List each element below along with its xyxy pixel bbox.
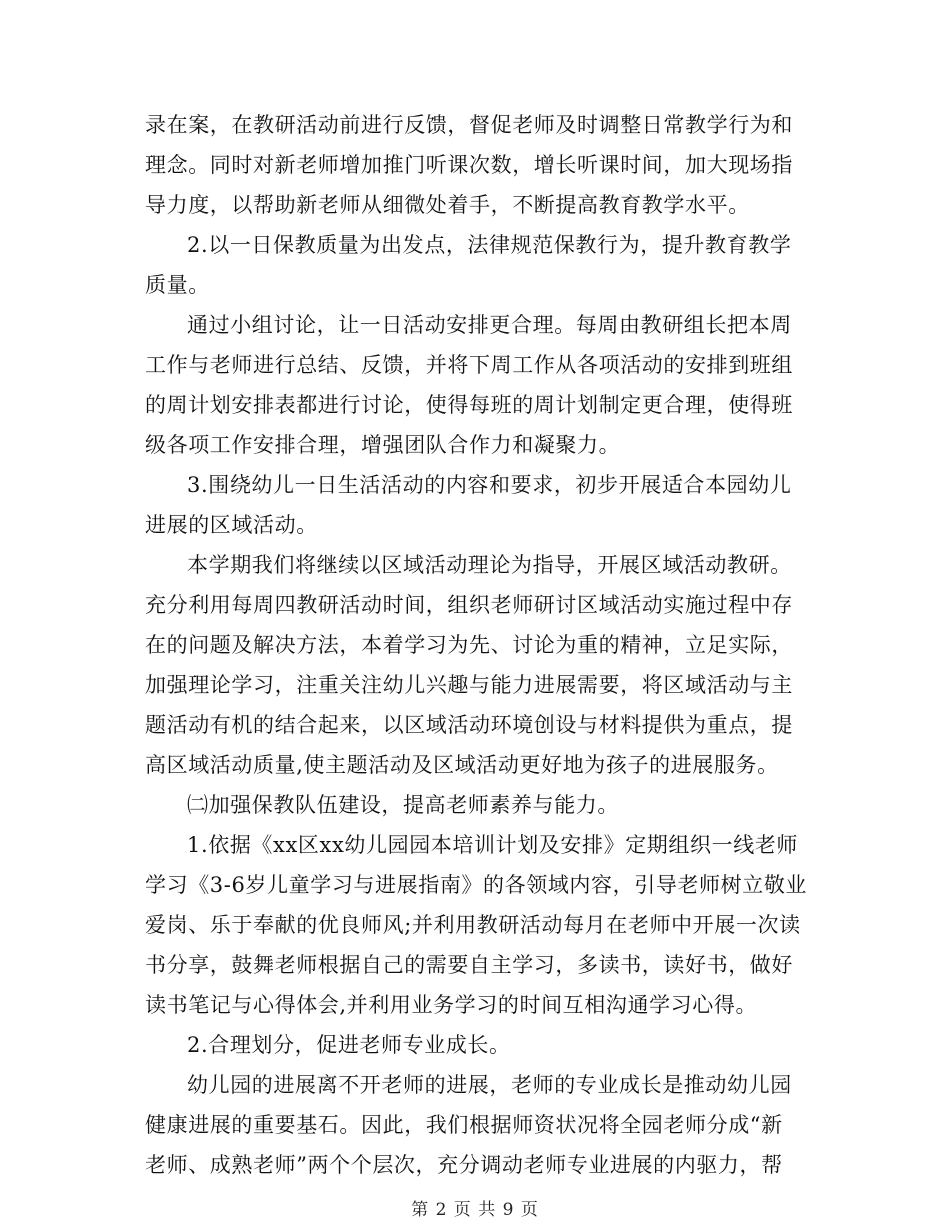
text-line: 2.合理划分，促进老师专业成长。 — [187, 1033, 511, 1057]
section-heading: ㈡加强保教队伍建设，提高老师素养与能力。 — [187, 793, 619, 817]
text-line: 2.以一日保教质量为出发点，法律规范保教行为，提升教育教学 — [187, 233, 792, 257]
text-line: 健康进展的重要基石。因此，我们根据师资状况将全园老师分成“新 — [145, 1113, 783, 1137]
text-line: 质量。 — [145, 273, 210, 297]
text-line: 读书笔记与心得体会,并利用业务学习的时间互相沟通学习心得。 — [145, 993, 758, 1017]
text-line: 3.围绕幼儿一日生活活动的内容和要求，初步开展适合本园幼儿 — [187, 473, 792, 497]
text-line: 爱岗、乐于奉献的优良师风;并利用教研活动每月在老师中开展一次读 — [145, 913, 801, 937]
text-line: 级各项工作安排合理，增强团队合作力和凝聚力。 — [145, 433, 621, 457]
text-line: 导力度，以帮助新老师从细微处着手，不断提高教育教学水平。 — [145, 193, 750, 217]
text-line: 进展的区域活动。 — [145, 513, 318, 537]
text-line: 在的问题及解决方法，本着学习为先、讨论为重的精神，立足实际， — [145, 633, 793, 657]
text-line: 1.依据《xx区xx幼儿园园本培训计划及安排》定期组织一线老师 — [187, 833, 799, 857]
page-number-footer: 第 2 页 共 9 页 — [411, 1200, 539, 1220]
text-line: 幼儿园的进展离不开老师的进展，老师的专业成长是推动幼儿园 — [187, 1073, 792, 1097]
text-line: 理念。同时对新老师增加推门听课次数，增长听课时间，加大现场指 — [145, 153, 793, 177]
text-line: 的周计划安排表都进行讨论，使得每班的周计划制定更合理，使得班 — [145, 393, 793, 417]
text-line: 录在案，在教研活动前进行反馈，督促老师及时调整日常教学行为和 — [145, 113, 793, 137]
text-line: 高区域活动质量,使主题活动及区域活动更好地为孩子的进展服务。 — [145, 753, 779, 777]
text-line: 本学期我们将继续以区域活动理论为指导，开展区域活动教研。 — [187, 553, 792, 577]
text-line: 老师、成熟老师”两个个层次，充分调动老师专业进展的内驱力，帮 — [145, 1153, 783, 1177]
text-line: 充分利用每周四教研活动时间，组织老师研讨区域活动实施过程中存 — [145, 593, 793, 617]
text-line: 工作与老师进行总结、反馈，并将下周工作从各项活动的安排到班组 — [145, 353, 793, 377]
text-line: 加强理论学习，注重关注幼儿兴趣与能力进展需要，将区域活动与主 — [145, 673, 793, 697]
text-line: 通过小组讨论，让一日活动安排更合理。每周由教研组长把本周 — [187, 313, 792, 337]
text-line: 学习《3-6岁儿童学习与进展指南》的各领域内容，引导老师树立敬业 — [145, 873, 808, 897]
text-line: 书分享，鼓舞老师根据自己的需要自主学习，多读书，读好书，做好 — [145, 953, 793, 977]
text-line: 题活动有机的结合起来，以区域活动环境创设与材料提供为重点，提 — [145, 713, 793, 737]
